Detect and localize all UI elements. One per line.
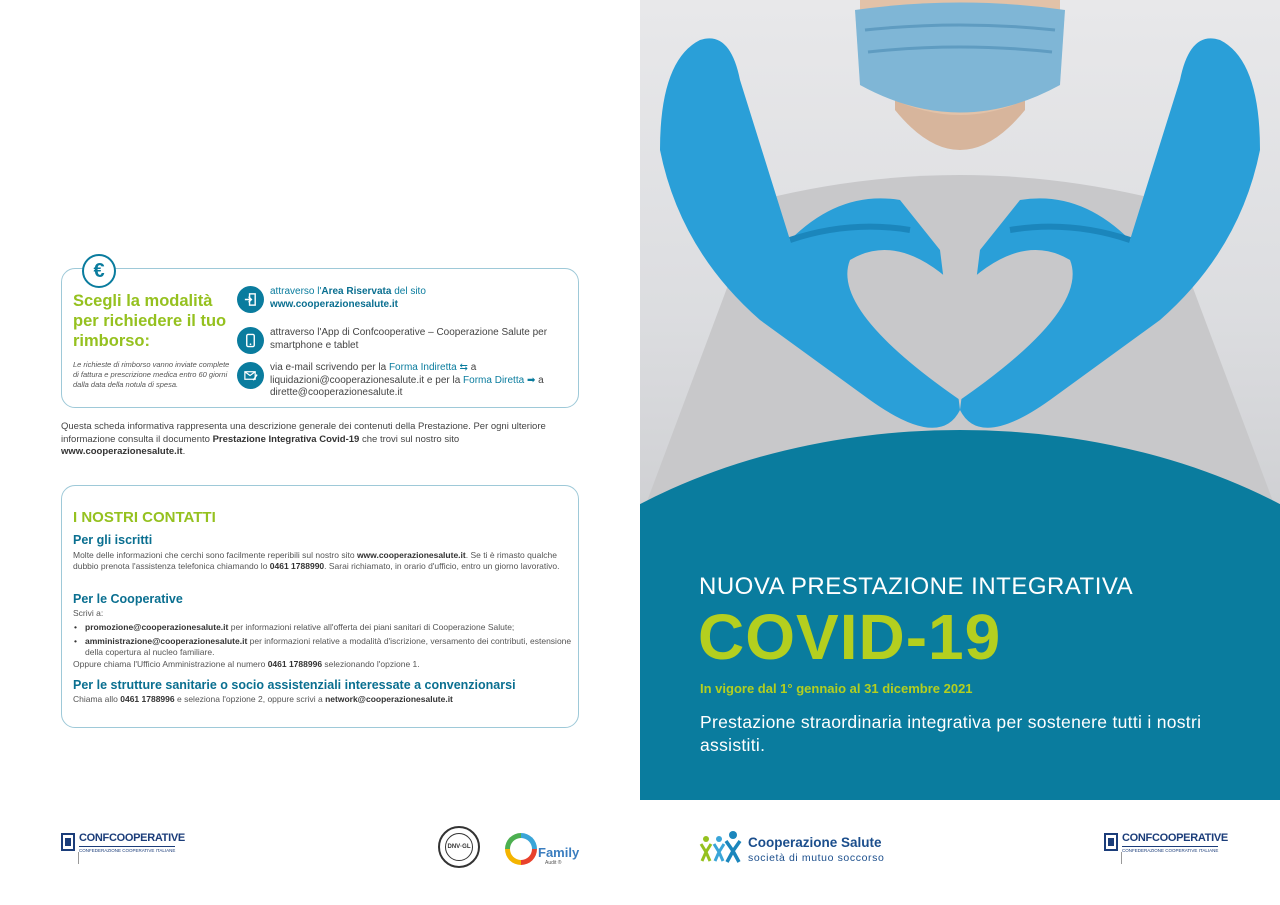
health-structures-title: Per le strutture sanitarie o socio assistenziali interessate a convenzionarsi xyxy=(73,678,516,692)
cooperatives-title: Per le Cooperative xyxy=(73,592,183,606)
divider xyxy=(78,852,79,864)
exchange-icon: ⇆ xyxy=(459,362,468,373)
option-text: via e-mail scrivendo per la Forma Indiretta ⇆ a liquidazioni@cooperazionesalute.it e per la Forma Diretta ➡ a dirette@cooperazionesalute.it xyxy=(270,362,544,398)
info-paragraph: Questa scheda informativa rappresenta una descrizione generale dei contenuti della Prestazione. Per ogni ulteriore informazione consulta il documento Prestazione Integrativa Covid-19 che trovi sul nostro sito www.cooperazionesalute.it. xyxy=(61,421,546,457)
arrow-right-icon: ➡ xyxy=(526,374,536,386)
members-title: Per gli iscritti xyxy=(73,533,153,547)
reimbursement-option-area-riservata xyxy=(237,286,577,318)
reimbursement-option-email xyxy=(237,362,577,398)
cooperatives-call: Oppure chiama l'Ufficio Amministrazione al numero 0461 1788996 selezionando l'opzione 1. xyxy=(73,659,420,669)
family-audit-logo: Family Audit ® xyxy=(505,833,585,867)
confcooperative-logo-icon xyxy=(1104,833,1118,851)
email-link[interactable]: promozione@cooperazionesalute.it xyxy=(85,622,229,632)
email-link[interactable]: network@cooperazionesalute.it xyxy=(325,694,453,704)
cover-title: COVID-19 xyxy=(698,601,1002,673)
contacts-title: I NOSTRI CONTATTI xyxy=(73,509,216,526)
divider xyxy=(1121,852,1122,864)
site-link[interactable]: www.cooperazionesalute.it xyxy=(61,446,183,457)
dnv-certification-seal: DNV·GL xyxy=(438,826,480,868)
list-item: • promozione@cooperazionesalute.it per informazioni relative all'offerta dei piani sanitari di Cooperazione Salute; xyxy=(73,622,573,633)
cover-dates: In vigore dal 1° gennaio al 31 dicembre 2021 xyxy=(700,681,973,696)
reimbursement-note: Le richieste di rimborso vanno inviate complete di fattura e prescrizione medica entro 60 giorni dalla data della notula di spesa. xyxy=(73,360,230,389)
cover-description: Prestazione straordinaria integrativa per sostenere tutti i nostri assistiti. xyxy=(700,712,1202,755)
site-link[interactable]: www.cooperazionesalute.it xyxy=(356,550,466,560)
cooperatives-write: Scrivi a: xyxy=(73,608,104,618)
confcooperative-logo: CONFCOOPERATIVE CONFEDERAZIONE COOPERATIVE ITALIANE xyxy=(1104,833,1224,857)
login-door-icon xyxy=(237,286,264,313)
email-link[interactable]: amministrazione@cooperazionesalute.it xyxy=(85,636,248,646)
phone-number[interactable]: 0461 1788990 xyxy=(269,561,325,571)
site-link[interactable]: www.cooperazionesalute.it xyxy=(270,298,398,310)
list-item: • amministrazione@cooperazionesalute.it per informazioni relative a modalità d'iscrizione, versamento dei contributi, estensione della copertura al nucleo familiare. xyxy=(73,636,573,658)
family-audit-icon xyxy=(505,833,537,865)
confcooperative-logo: CONFCOOPERATIVE CONFEDERAZIONE COOPERATIVE ITALIANE xyxy=(61,833,181,857)
forma-diretta-link[interactable]: Forma Diretta xyxy=(463,374,525,386)
reimbursement-title: Scegli la modalità per richiedere il tuo rimborso: xyxy=(73,292,227,350)
phone-number[interactable]: 0461 1788996 xyxy=(120,694,175,704)
cooperazione-salute-logo: Cooperazione Salute società di mutuo soccorso xyxy=(698,828,938,868)
option-text: attraverso l'App di Confcooperative – Cooperazione Salute per smartphone e tablet xyxy=(270,327,548,351)
reimbursement-option-app xyxy=(237,327,577,359)
smartphone-icon xyxy=(237,327,264,354)
health-structures-text: Chiama allo 0461 1788996 e seleziona l'opzione 2, oppure scrivi a network@cooperazionesalute.it xyxy=(73,694,453,704)
confcooperative-logo-icon xyxy=(61,833,75,851)
members-text: Molte delle informazioni che cerchi sono facilmente reperibili sul nostro sito www.cooperazionesalute.it. Se ti è rimasto qualche dubbio prenota l'assistenza telefonica chiamando lo 0461 1788990. Sarai richiamato, in orario d'ufficio, entro un giorno lavorativo. xyxy=(73,550,560,571)
option-text: attraverso l'Area Riservata del sito www.cooperazionesalute.it xyxy=(270,286,426,310)
front-cover xyxy=(640,0,1280,905)
euro-icon: € xyxy=(82,254,116,288)
email-pen-icon xyxy=(237,362,264,389)
people-logo-icon xyxy=(698,830,744,864)
cover-hero xyxy=(640,0,1280,800)
phone-number[interactable]: 0461 1788996 xyxy=(267,659,323,669)
cover-heading: NUOVA PRESTAZIONE INTEGRATIVA xyxy=(699,573,1134,600)
forma-indiretta-link[interactable]: Forma Indiretta xyxy=(388,362,457,373)
